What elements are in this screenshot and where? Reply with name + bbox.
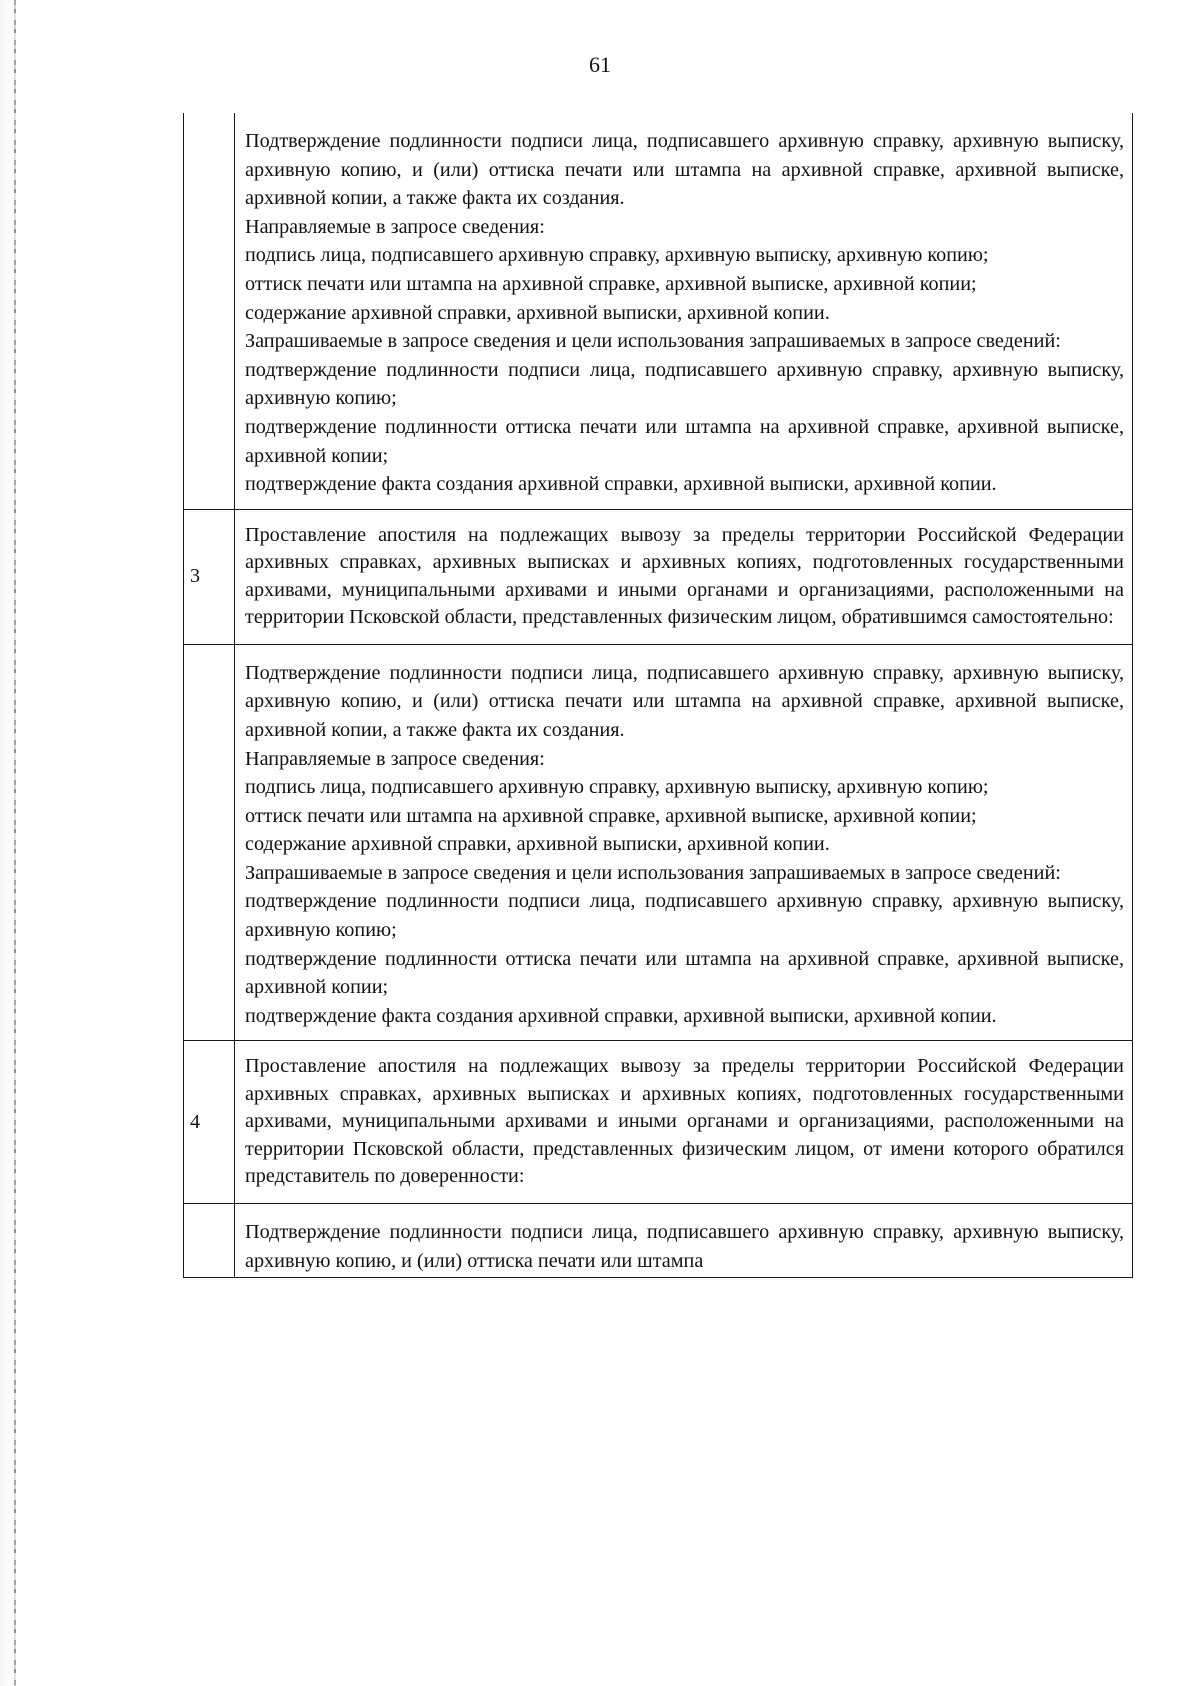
paragraph: Направляемые в запросе сведения: (245, 747, 545, 770)
row-text-cell (235, 113, 1133, 509)
table-row (184, 509, 1133, 644)
paragraph: подтверждение подлинности оттиска печати или штампа на архивной справке, архивной выписке, архивной копии; (245, 947, 1124, 999)
scan-edge (0, 0, 22, 1686)
row-text-cell (235, 644, 1133, 1041)
paragraph: подпись лица, подписавшего архивную справку, архивную выписку, архивную копию; (245, 776, 989, 799)
paragraph: Подтверждение подлинности подписи лица, подписавшего архивную справку, архивную выписку, архивную копию, и (или) оттиска печати или штампа (245, 1220, 1124, 1272)
table-row (184, 644, 1133, 1041)
paragraph: Проставление апостиля на подлежащих вывозу за пределы территории Российской Федерации архивных справках, архивных выписках и архивных копиях, подготовленных государственными архивами, муниципальными архивами и иными органами и организациями, расположенными на территории Псковской области, представленных физическим лицом, от имени которого обратился представитель по доверенности: (245, 1055, 1124, 1188)
paragraph: Проставление апостиля на подлежащих вывозу за пределы территории Российской Федерации архивных справках, архивных выписках и архивных копиях, подготовленных государственными архивами, муниципальными архивами и иными органами и организациями, расположенными на территории Псковской области, представленных физическим лицом, обратившимся самостоятельно: (245, 523, 1124, 629)
paragraph: Направляемые в запросе сведения: (245, 215, 545, 238)
paragraph: подтверждение факта создания архивной справки, архивной выписки, архивной копии. (245, 473, 997, 496)
scan-edge-line (14, 0, 16, 1686)
paragraph: Подтверждение подлинности подписи лица, подписавшего архивную справку, архивную выписку, архивную копию, и (или) оттиска печати или штампа на архивной справке, архивной выписке, архивной копии, а также факта их создания. (245, 661, 1124, 741)
row-text-cell (235, 1041, 1133, 1204)
services-table (183, 113, 1133, 1278)
table-row (184, 1203, 1133, 1277)
row-number-cell: 4 (184, 1041, 235, 1204)
paragraph: содержание архивной справки, архивной выписки, архивной копии. (245, 301, 830, 324)
paragraph: подтверждение подлинности подписи лица, подписавшего архивную справку, архивную выписку, архивную копию; (245, 358, 1124, 410)
row-number-cell (184, 113, 235, 509)
paragraph: подтверждение подлинности оттиска печати или штампа на архивной справке, архивной выписке, архивной копии; (245, 415, 1124, 467)
paragraph: оттиск печати или штампа на архивной справке, архивной выписке, архивной копии; (245, 804, 977, 827)
paragraph: оттиск печати или штампа на архивной справке, архивной выписке, архивной копии; (245, 272, 977, 295)
paragraph: подтверждение факта создания архивной справки, архивной выписки, архивной копии. (245, 1004, 997, 1027)
paragraph: подпись лица, подписавшего архивную справку, архивную выписку, архивную копию; (245, 244, 989, 267)
paragraph: содержание архивной справки, архивной выписки, архивной копии. (245, 833, 830, 856)
row-text-cell (235, 1203, 1133, 1277)
row-text-cell (235, 509, 1133, 644)
page-number: 61 (589, 52, 611, 77)
paragraph: Запрашиваемые в запросе сведения и цели использования запрашиваемых в запросе сведений: (245, 330, 1061, 353)
paragraph: Запрашиваемые в запросе сведения и цели использования запрашиваемых в запросе сведений: (245, 861, 1061, 884)
paragraph: подтверждение подлинности подписи лица, подписавшего архивную справку, архивную выписку, архивную копию; (245, 890, 1124, 942)
table-row (184, 113, 1133, 509)
row-number-cell (184, 644, 235, 1041)
table-row (184, 1041, 1133, 1204)
row-number-cell: 3 (184, 509, 235, 644)
row-number-cell (184, 1203, 235, 1277)
paragraph: Подтверждение подлинности подписи лица, подписавшего архивную справку, архивную выписку, архивную копию, и (или) оттиска печати или штампа на архивной справке, архивной выписке, архивной копии, а также факта их создания. (245, 130, 1124, 210)
